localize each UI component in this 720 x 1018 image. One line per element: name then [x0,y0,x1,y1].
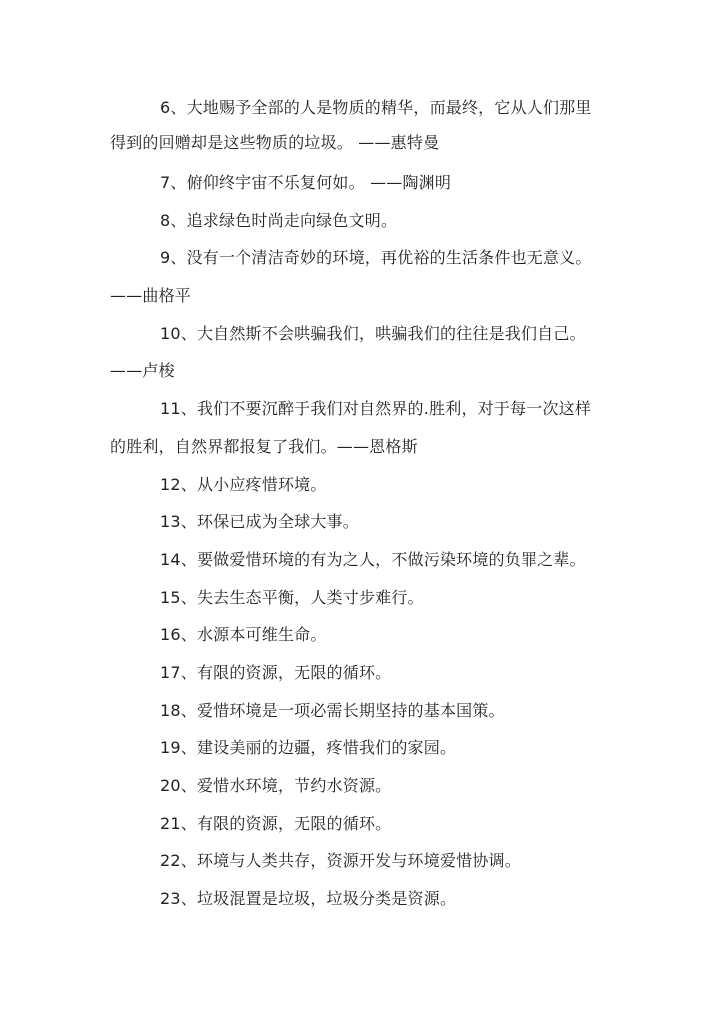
quote-7: 7、俯仰终宇宙不乐复何如。 ——陶渊明 [160,173,452,192]
quote-9-line-2: ——曲格平 [110,286,192,305]
quote-8: 8、追求绿色时尚走向绿色文明。 [160,211,398,230]
quote-11-line-2: 的胜利，自然界都报复了我们。——恩格斯 [110,437,418,456]
quote-15: 15、失去生态平衡，人类寸步难行。 [160,588,424,607]
quote-6-line-2: 得到的回赠却是这些物质的垃圾。 ——惠特曼 [110,133,440,152]
quote-19: 19、建设美丽的边疆，疼惜我们的家园。 [160,738,457,757]
quote-22: 22、环境与人类共存，资源开发与环境爱惜协调。 [160,851,521,870]
quote-11-line-1: 11、我们不要沉醉于我们对自然界的.胜利，对于每一次这样 [160,399,592,418]
quote-9-line-1: 9、没有一个清洁奇妙的环境，再优裕的生活条件也无意义。 [160,248,592,267]
quote-16: 16、水源本可维生命。 [160,625,327,644]
quote-14: 14、要做爱惜环境的有为之人，不做污染环境的负罪之辈。 [160,550,586,569]
quote-6-line-1: 6、大地赐予全部的人是物质的精华，而最终，它从人们那里 [160,98,592,117]
quote-17: 17、有限的资源，无限的循环。 [160,663,392,682]
quote-10-line-2: ——卢梭 [110,361,175,380]
quote-23: 23、垃圾混置是垃圾，垃圾分类是资源。 [160,889,457,908]
quote-21: 21、有限的资源，无限的循环。 [160,814,392,833]
quote-20: 20、爱惜水环境，节约水资源。 [160,776,392,795]
quote-10-line-1: 10、大自然斯不会哄骗我们，哄骗我们的往往是我们自己。 [160,324,586,343]
quote-13: 13、环保已成为全球大事。 [160,512,359,531]
quote-18: 18、爱惜环境是一项必需长期坚持的基本国策。 [160,701,505,720]
quote-12: 12、从小应疼惜环境。 [160,475,327,494]
